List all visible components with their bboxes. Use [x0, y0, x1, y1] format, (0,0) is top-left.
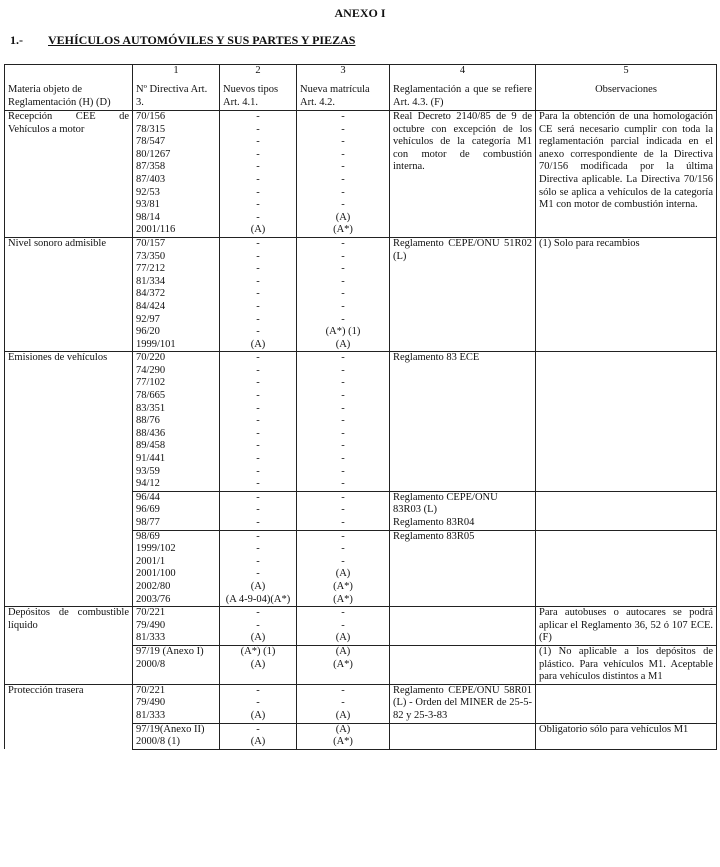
section-title: VEHÍCULOS AUTOMÓVILES Y SUS PARTES Y PIEZAS — [48, 33, 356, 47]
nueva-matricula-cell-value: - — [341, 684, 345, 696]
nueva-matricula-cell — [297, 684, 390, 723]
nueva-matricula-cell-value: - — [341, 275, 345, 287]
nueva-matricula-cell-value: (A*) — [333, 658, 353, 670]
nuevos-tipos-cell-value: - — [256, 364, 260, 376]
materia-cell: Nivel sonoro admisible — [5, 237, 133, 351]
materia-cell: Emisiones de vehículos — [5, 352, 133, 607]
column-number — [5, 65, 133, 82]
nueva-matricula-cell-value: - — [341, 491, 345, 503]
nuevos-tipos-cell-value: (A 4-9-04)(A*) — [225, 593, 291, 605]
nueva-matricula-cell — [297, 352, 390, 492]
directiva-cell-value: 81/333 — [136, 709, 166, 721]
nueva-matricula-cell-value: - — [341, 300, 345, 312]
nuevos-tipos-cell-value: - — [256, 491, 260, 503]
nueva-matricula-cell-value: - — [341, 697, 345, 709]
observaciones-cell — [536, 352, 717, 492]
nuevos-tipos-cell-value: - — [256, 517, 260, 528]
directiva-cell-value: 74/290 — [136, 364, 166, 376]
reglamentacion-cell — [390, 645, 536, 684]
table-row — [5, 684, 717, 723]
directiva-cell-value: 2001/116 — [136, 224, 176, 236]
nuevos-tipos-cell-value: - — [256, 211, 260, 223]
nueva-matricula-cell-value: - — [341, 377, 345, 389]
nueva-matricula-cell-value: - — [341, 364, 345, 376]
reglamentacion-cell-line: 83R03 (L) — [393, 504, 438, 516]
directiva-cell-value: 73/350 — [136, 250, 166, 262]
directiva-cell-value: 2003/76 — [136, 593, 171, 605]
materia-cell: Depósitos de combustible líquido — [5, 607, 133, 685]
materia-cell: Recepción CEE de Vehículos a motor — [5, 111, 133, 238]
nuevos-tipos-cell-value: - — [256, 390, 260, 402]
nuevos-tipos-cell-value: - — [256, 352, 260, 364]
directiva-cell-value: 83/351 — [136, 402, 166, 414]
nuevos-tipos-cell-value: (A) — [250, 709, 266, 721]
directiva-cell — [133, 607, 220, 646]
nuevos-tipos-cell-value: (A) — [250, 632, 266, 644]
nueva-matricula-cell-value: - — [341, 199, 345, 211]
observaciones-cell — [536, 491, 717, 530]
observaciones-cell: (1) No aplicable a los depósitos de plástico. Para vehículos M1. Aceptable para vehículos distintos a M1 — [536, 645, 717, 684]
nuevos-tipos-cell-value: - — [256, 415, 260, 427]
directiva-cell-value: 1999/101 — [136, 338, 176, 350]
directiva-cell-value: 88/436 — [136, 427, 166, 439]
nueva-matricula-cell-value: (A*) (1) — [325, 326, 361, 338]
nueva-matricula-cell-value: - — [341, 173, 345, 185]
nuevos-tipos-cell — [220, 111, 297, 238]
nueva-matricula-cell-value: - — [341, 415, 345, 427]
directiva-cell-value: 2000/8 — [136, 658, 166, 670]
nuevos-tipos-cell-value: (A*) (1) — [240, 645, 276, 657]
reglamentacion-cell: Reglamento CEPE/ONU 51R02 (L) — [390, 237, 536, 351]
directiva-cell — [133, 237, 220, 351]
nueva-matricula-cell-value: - — [341, 453, 345, 465]
nuevos-tipos-cell — [220, 723, 297, 749]
table-row — [5, 607, 717, 646]
nueva-matricula-cell-value: (A) — [335, 723, 351, 735]
header-row — [5, 81, 717, 111]
column-number: 3 — [297, 65, 390, 82]
nueva-matricula-cell-value: - — [341, 136, 345, 148]
reglamentacion-cell — [390, 530, 536, 607]
directiva-cell-value: 93/59 — [136, 465, 160, 477]
directiva-cell — [133, 723, 220, 749]
nueva-matricula-cell-value: - — [341, 517, 345, 528]
directiva-cell-value: 78/665 — [136, 390, 166, 402]
directiva-cell — [133, 530, 220, 607]
nueva-matricula-cell-value: - — [341, 186, 345, 198]
directiva-cell-value: 2001/1 — [136, 555, 166, 567]
nuevos-tipos-cell-value: - — [256, 263, 260, 275]
reglamentacion-cell: Reglamento 83 ECE — [390, 352, 536, 492]
nueva-matricula-cell-value: - — [341, 390, 345, 402]
nueva-matricula-cell-value: (A) — [335, 632, 351, 644]
nuevos-tipos-cell-value: - — [256, 478, 260, 490]
directiva-cell-value: 92/53 — [136, 186, 160, 198]
directiva-cell-value: 70/157 — [136, 237, 166, 249]
directiva-cell-value: 98/69 — [136, 530, 160, 542]
nueva-matricula-cell-value: - — [341, 543, 345, 555]
directiva-cell-value: 70/221 — [136, 607, 166, 619]
nueva-matricula-cell — [297, 723, 390, 749]
nueva-matricula-cell-value: - — [341, 313, 345, 325]
nueva-matricula-cell-value: (A) — [335, 211, 351, 223]
nuevos-tipos-cell — [220, 352, 297, 492]
nueva-matricula-cell-value: - — [341, 402, 345, 414]
nueva-matricula-cell-value: (A) — [335, 568, 351, 580]
column-number: 2 — [220, 65, 297, 82]
nueva-matricula-cell-value: - — [341, 504, 345, 516]
nuevos-tipos-cell-value: - — [256, 173, 260, 185]
nuevos-tipos-cell-value: - — [256, 288, 260, 300]
nueva-matricula-cell-value: (A) — [335, 645, 351, 657]
nuevos-tipos-cell-value: - — [256, 237, 260, 249]
nueva-matricula-cell-value: (A*) — [333, 224, 353, 236]
nueva-matricula-cell-value: - — [341, 352, 345, 364]
header-materia: Materia objeto de Reglamentación (H) (D) — [5, 81, 133, 111]
header-reglamentacion: Reglamentación a que se refiere Art. 4.3. (F) — [390, 81, 536, 111]
directiva-cell-value: 78/315 — [136, 123, 166, 135]
reglamentacion-cell — [390, 723, 536, 749]
nueva-matricula-cell-value: - — [341, 263, 345, 275]
nuevos-tipos-cell-value: - — [256, 684, 260, 696]
directiva-cell-value: 96/44 — [136, 491, 160, 503]
nuevos-tipos-cell-value: - — [256, 161, 260, 173]
reglamentacion-cell: Real Decreto 2140/85 de 9 de octubre con excepción de los vehículos de la categoría M1 con motor de combustión interna. — [390, 111, 536, 238]
table-row — [5, 237, 717, 351]
directiva-cell-value: 88/76 — [136, 415, 160, 427]
reglamentacion-cell — [390, 491, 536, 530]
directiva-cell-value: 94/12 — [136, 478, 160, 490]
directiva-cell-value: 2002/80 — [136, 580, 171, 592]
directiva-cell — [133, 111, 220, 238]
materia-cell: Protección trasera — [5, 684, 133, 749]
directiva-cell-value: 91/441 — [136, 453, 166, 465]
nueva-matricula-cell-value: (A) — [335, 709, 351, 721]
nueva-matricula-cell — [297, 607, 390, 646]
nuevos-tipos-cell-value: - — [256, 504, 260, 516]
directiva-cell — [133, 645, 220, 684]
directiva-cell-value: 87/358 — [136, 161, 166, 173]
directiva-cell-value: 77/102 — [136, 377, 166, 389]
directiva-cell-value: 80/1267 — [136, 148, 171, 160]
directiva-cell-value: 78/547 — [136, 136, 166, 148]
nueva-matricula-cell-value: - — [341, 123, 345, 135]
directiva-cell — [133, 684, 220, 723]
regulation-table — [4, 64, 717, 750]
directiva-cell-value: 81/333 — [136, 632, 166, 644]
directiva-cell-value: 70/221 — [136, 684, 166, 696]
directiva-cell-value: 92/97 — [136, 313, 160, 325]
annex-title: ANEXO I — [334, 6, 386, 20]
nuevos-tipos-cell-value: - — [256, 148, 260, 160]
section-number: 1.- — [10, 33, 23, 47]
nueva-matricula-cell-value: - — [341, 465, 345, 477]
directiva-cell-value: 98/77 — [136, 517, 160, 528]
header-directiva: Nº Directiva Art. 3. — [133, 81, 220, 111]
reglamentacion-cell — [390, 607, 536, 646]
nueva-matricula-cell-value: (A) — [335, 338, 351, 350]
nueva-matricula-cell-value: (A*) — [333, 736, 353, 748]
reglamentacion-cell: Reglamento CEPE/ONU 58R01 (L) - Orden del MINER de 25-5-82 y 25-3-83 — [390, 684, 536, 723]
nuevos-tipos-cell-value: - — [256, 186, 260, 198]
directiva-cell-value: 97/19 (Anexo I) — [136, 645, 204, 657]
directiva-cell-value: 96/20 — [136, 326, 160, 338]
nuevos-tipos-cell-value: (A) — [250, 658, 266, 670]
column-number-row — [5, 65, 717, 82]
nuevos-tipos-cell-value: - — [256, 697, 260, 709]
nuevos-tipos-cell-value: - — [256, 723, 260, 735]
nueva-matricula-cell — [297, 237, 390, 351]
nuevos-tipos-cell-value: - — [256, 453, 260, 465]
nuevos-tipos-cell-value: - — [256, 555, 260, 567]
directiva-cell-value: 70/156 — [136, 111, 166, 122]
nuevos-tipos-cell-value: - — [256, 377, 260, 389]
column-number: 4 — [390, 65, 536, 82]
observaciones-cell — [536, 684, 717, 723]
nuevos-tipos-cell-value: - — [256, 402, 260, 414]
observaciones-cell: Para la obtención de una homologación CE será necesario cumplir con toda la reglamentación parcial indicada en el anexo correspondiente de la Directiva 70/156 modificada por la última Directiva aplicable. La Directiva 70/156 sólo se aplica a vehículos de la categoría M1 con motor de combustión interna. — [536, 111, 717, 238]
nuevos-tipos-cell-value: - — [256, 619, 260, 631]
directiva-cell-value: 89/458 — [136, 440, 166, 452]
directiva-cell-value: 81/334 — [136, 275, 166, 287]
nueva-matricula-cell-value: (A*) — [333, 593, 353, 605]
nueva-matricula-cell — [297, 491, 390, 530]
nueva-matricula-cell-value: - — [341, 148, 345, 160]
nueva-matricula-cell — [297, 111, 390, 238]
nueva-matricula-cell-value: (A*) — [333, 580, 353, 592]
nueva-matricula-cell-value: - — [341, 440, 345, 452]
directiva-cell-value: 2000/8 (1) — [136, 736, 181, 748]
reglamentacion-cell-line: Reglamento CEPE/ONU — [393, 491, 498, 503]
nuevos-tipos-cell — [220, 530, 297, 607]
nuevos-tipos-cell-value: - — [256, 530, 260, 542]
nueva-matricula-cell — [297, 530, 390, 607]
directiva-cell-value: 79/490 — [136, 697, 166, 709]
nuevos-tipos-cell-value: (A) — [250, 224, 266, 236]
nueva-matricula-cell-value: - — [341, 478, 345, 490]
header-nueva-matricula: Nueva matrícula Art. 4.2. — [297, 81, 390, 111]
nuevos-tipos-cell-value: - — [256, 250, 260, 262]
observaciones-cell — [536, 530, 717, 607]
observaciones-cell: (1) Solo para recambios — [536, 237, 717, 351]
directiva-cell-value: 79/490 — [136, 619, 166, 631]
header-nuevos-tipos: Nuevos tipos Art. 4.1. — [220, 81, 297, 111]
nuevos-tipos-cell — [220, 607, 297, 646]
nueva-matricula-cell-value: - — [341, 161, 345, 173]
nuevos-tipos-cell-value: - — [256, 136, 260, 148]
directiva-cell-value: 2001/100 — [136, 568, 176, 580]
nueva-matricula-cell-value: - — [341, 619, 345, 631]
directiva-cell-value: 77/212 — [136, 263, 166, 275]
header-observaciones: Observaciones — [536, 81, 717, 111]
directiva-cell — [133, 352, 220, 492]
nuevos-tipos-cell — [220, 237, 297, 351]
nuevos-tipos-cell-value: - — [256, 568, 260, 580]
nuevos-tipos-cell — [220, 491, 297, 530]
nueva-matricula-cell-value: - — [341, 530, 345, 542]
nueva-matricula-cell-value: - — [341, 237, 345, 249]
nuevos-tipos-cell-value: (A) — [250, 580, 266, 592]
nuevos-tipos-cell-value: - — [256, 465, 260, 477]
directiva-cell — [133, 491, 220, 530]
observaciones-cell: Obligatorio sólo para vehículos M1 — [536, 723, 717, 749]
reglamentacion-cell-line: Reglamento 83R05 — [393, 530, 475, 542]
directiva-cell-value: 97/19(Anexo II) — [136, 723, 205, 735]
nuevos-tipos-cell-value: - — [256, 543, 260, 555]
directiva-cell-value: 96/69 — [136, 504, 160, 516]
nuevos-tipos-cell-value: (A) — [250, 338, 266, 350]
table-row — [5, 111, 717, 238]
directiva-cell-value: 93/81 — [136, 199, 160, 211]
nuevos-tipos-cell-value: (A) — [250, 736, 266, 748]
column-number: 1 — [133, 65, 220, 82]
nueva-matricula-cell-value: - — [341, 111, 345, 122]
nuevos-tipos-cell — [220, 645, 297, 684]
reglamentacion-cell-line: Reglamento 83R04 — [393, 517, 475, 528]
directiva-cell-value: 87/403 — [136, 173, 166, 185]
nuevos-tipos-cell-value: - — [256, 275, 260, 287]
directiva-cell-value: 70/220 — [136, 352, 166, 364]
nuevos-tipos-cell-value: - — [256, 111, 260, 122]
directiva-cell-value: 98/14 — [136, 211, 160, 223]
nuevos-tipos-cell-value: - — [256, 313, 260, 325]
nueva-matricula-cell-value: - — [341, 607, 345, 619]
nuevos-tipos-cell-value: - — [256, 123, 260, 135]
nuevos-tipos-cell-value: - — [256, 607, 260, 619]
table-row — [5, 352, 717, 492]
column-number: 5 — [536, 65, 717, 82]
nuevos-tipos-cell-value: - — [256, 326, 260, 338]
nueva-matricula-cell-value: - — [341, 250, 345, 262]
nuevos-tipos-cell-value: - — [256, 427, 260, 439]
nueva-matricula-cell-value: - — [341, 427, 345, 439]
nuevos-tipos-cell — [220, 684, 297, 723]
directiva-cell-value: 84/372 — [136, 288, 166, 300]
nuevos-tipos-cell-value: - — [256, 199, 260, 211]
nueva-matricula-cell-value: - — [341, 555, 345, 567]
observaciones-cell: Para autobuses o autocares se podrá aplicar el Reglamento 36, 52 ó 107 ECE. (F) — [536, 607, 717, 646]
directiva-cell-value: 84/424 — [136, 300, 166, 312]
directiva-cell-value: 1999/102 — [136, 543, 176, 555]
nuevos-tipos-cell-value: - — [256, 300, 260, 312]
nuevos-tipos-cell-value: - — [256, 440, 260, 452]
section-heading — [10, 33, 355, 48]
nueva-matricula-cell-value: - — [341, 288, 345, 300]
nueva-matricula-cell — [297, 645, 390, 684]
